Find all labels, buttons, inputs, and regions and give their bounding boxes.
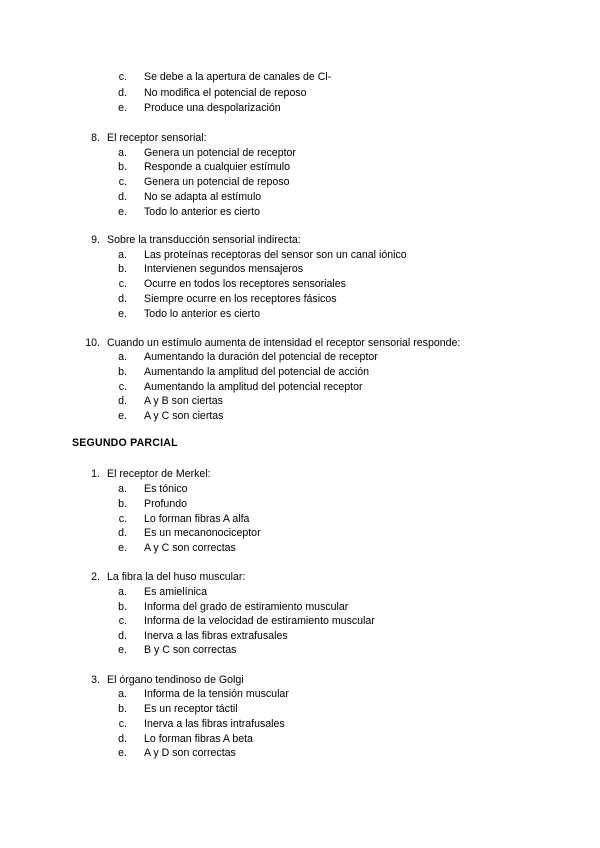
option-text: No se adapta al estímulo	[144, 191, 262, 203]
question-number: 9.	[91, 234, 100, 246]
option-text: Inerva a las fibras extrafusales	[144, 630, 288, 642]
question-text: Cuando un estímulo aumenta de intensidad el receptor sensorial responde:	[107, 337, 461, 349]
question-number: 2.	[91, 571, 100, 583]
option-text: Es un mecanonociceptor	[144, 527, 261, 539]
option-letter: c.	[118, 615, 127, 627]
option-text: Se debe a la apertura de canales de Cl-	[144, 71, 332, 83]
option-letter: e.	[118, 102, 127, 114]
option-text: Todo lo anterior es cierto	[144, 206, 261, 218]
option-letter: e.	[118, 747, 127, 759]
option-letter: b.	[118, 601, 127, 613]
option-text: Es un receptor táctil	[144, 703, 238, 715]
option-text: Informa de la tensión muscular	[144, 688, 289, 700]
option-letter: a.	[118, 688, 127, 700]
option-letter: b.	[118, 161, 127, 173]
option-text: Lo forman fibras A beta	[144, 733, 253, 745]
option-text: Profundo	[144, 498, 187, 510]
option-letter: e.	[118, 206, 127, 218]
question-number: 10.	[85, 337, 100, 349]
option-text: Produce una despolarización	[144, 102, 281, 114]
option-text: Aumentando la duración del potencial de receptor	[144, 351, 378, 363]
option-letter: b.	[118, 703, 127, 715]
option-text: Intervienen segundos mensajeros	[144, 263, 304, 275]
option-letter: c.	[118, 513, 127, 525]
option-letter: c.	[118, 381, 127, 393]
option-text: Inerva a las fibras intrafusales	[144, 718, 285, 730]
option-text: Es amielínica	[144, 586, 207, 598]
option-letter: e.	[118, 542, 127, 554]
option-text: No modifica el potencial de reposo	[144, 87, 307, 99]
option-text: Es tónico	[144, 483, 188, 495]
option-letter: b.	[118, 366, 127, 378]
option-letter: a.	[118, 586, 127, 598]
option-letter: c.	[118, 71, 127, 83]
option-text: A y C son correctas	[144, 542, 236, 554]
option-letter: b.	[118, 498, 127, 510]
option-letter: a.	[118, 351, 127, 363]
question-text: Sobre la transducción sensorial indirecta:	[107, 234, 301, 246]
option-text: Genera un potencial de reposo	[144, 176, 290, 188]
option-text: Las proteínas receptoras del sensor son un canal iónico	[144, 249, 407, 261]
question-text: La fibra la del huso muscular:	[107, 571, 246, 583]
option-letter: c.	[118, 718, 127, 730]
option-letter: a.	[118, 147, 127, 159]
question-text: El receptor de Merkel:	[107, 468, 211, 480]
option-letter: e.	[118, 410, 127, 422]
question-text: El órgano tendinoso de Golgi	[107, 674, 244, 686]
option-letter: d.	[118, 630, 127, 642]
option-text: Lo forman fibras A alfa	[144, 513, 250, 525]
option-text: A y B son ciertas	[144, 395, 223, 407]
question-number: 1.	[91, 468, 100, 480]
option-text: Todo lo anterior es cierto	[144, 308, 261, 320]
option-text: Siempre ocurre en los receptores fásicos	[144, 293, 337, 305]
option-text: Genera un potencial de receptor	[144, 147, 296, 159]
question-number: 3.	[91, 674, 100, 686]
option-text: Informa del grado de estiramiento muscular	[144, 601, 349, 613]
option-letter: d.	[118, 395, 127, 407]
option-text: Responde a cualquier estímulo	[144, 161, 291, 173]
option-letter: e.	[118, 644, 127, 656]
option-letter: c.	[118, 176, 127, 188]
option-letter: e.	[118, 308, 127, 320]
question-text: El receptor sensorial:	[107, 132, 207, 144]
option-letter: d.	[118, 733, 127, 745]
question-number: 8.	[91, 132, 100, 144]
option-text: A y C son ciertas	[144, 410, 224, 422]
option-text: Aumentando la amplitud del potencial de acción	[144, 366, 369, 378]
option-letter: d.	[118, 293, 127, 305]
option-letter: d.	[118, 527, 127, 539]
option-letter: a.	[118, 483, 127, 495]
option-text: Informa de la velocidad de estiramiento muscular	[144, 615, 375, 627]
option-text: B y C son correctas	[144, 644, 237, 656]
option-text: A y D son correctas	[144, 747, 236, 759]
option-letter: b.	[118, 263, 127, 275]
option-letter: d.	[118, 87, 127, 99]
option-letter: a.	[118, 249, 127, 261]
option-text: Ocurre en todos los receptores sensoriales	[144, 278, 346, 290]
option-letter: d.	[118, 191, 127, 203]
option-text: Aumentando la amplitud del potencial receptor	[144, 381, 363, 393]
option-letter: c.	[118, 278, 127, 290]
section-heading: SEGUNDO PARCIAL	[72, 437, 178, 449]
